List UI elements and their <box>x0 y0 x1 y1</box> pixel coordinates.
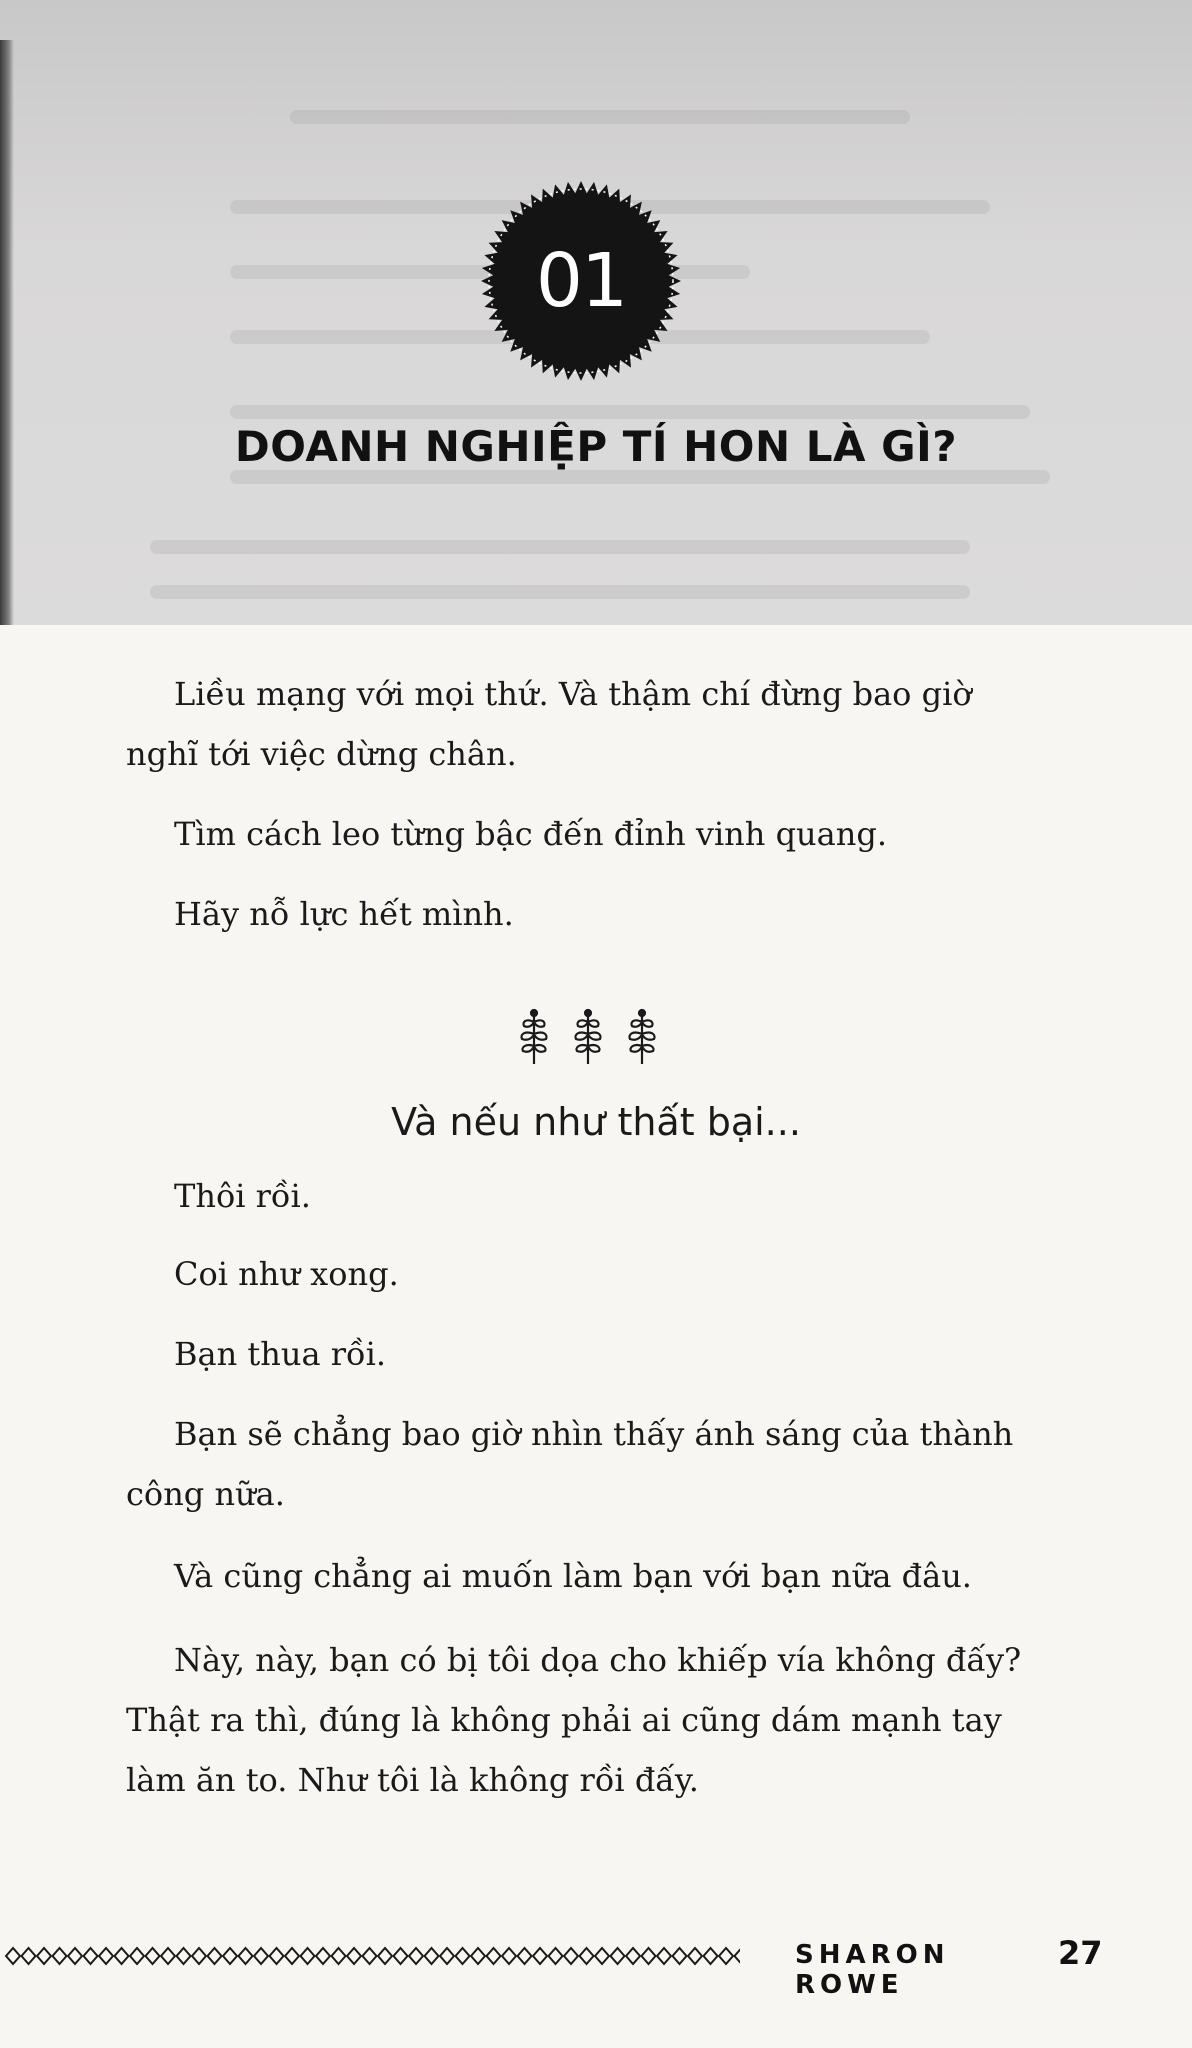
border-diamond <box>84 1948 98 1964</box>
border-diamond <box>192 1948 206 1964</box>
paragraph-5 <box>126 1244 1026 1304</box>
border-diamond <box>518 1948 532 1964</box>
border-diamond <box>456 1948 470 1964</box>
paragraph-9-line-1: Này, này, bạn có bị tôi dọa cho khiếp vía không đấy? <box>174 1641 1022 1679</box>
border-diamond <box>239 1948 253 1964</box>
border-diamond <box>487 1948 501 1964</box>
leaf-sprig-icon <box>564 1008 612 1068</box>
border-diamond <box>37 1948 51 1964</box>
border-diamond <box>595 1948 609 1964</box>
border-diamond <box>99 1948 113 1964</box>
border-diamond <box>657 1948 671 1964</box>
border-diamond <box>68 1948 82 1964</box>
border-diamond <box>115 1948 129 1964</box>
border-diamond <box>394 1948 408 1964</box>
paragraph-6-text: Bạn thua rồi. <box>174 1335 386 1373</box>
border-diamond <box>347 1948 361 1964</box>
paragraph-8-text: Và cũng chẳng ai muốn làm bạn với bạn nữa đâu. <box>174 1557 972 1595</box>
paragraph-7-line-1: Bạn sẽ chẳng bao giờ nhìn thấy ánh sáng của thành <box>174 1415 1014 1453</box>
chapter-badge <box>476 176 686 386</box>
border-diamond <box>688 1948 702 1964</box>
border-diamond <box>6 1948 20 1964</box>
border-diamond <box>130 1948 144 1964</box>
paragraph-9 <box>126 1630 1026 1810</box>
paragraph-6 <box>126 1324 1026 1384</box>
border-diamond <box>564 1948 578 1964</box>
border-diamond <box>533 1948 547 1964</box>
border-diamond <box>161 1948 175 1964</box>
paragraph-1 <box>126 664 1026 784</box>
border-diamond <box>378 1948 392 1964</box>
paragraph-4 <box>126 1166 1026 1226</box>
border-diamond <box>53 1948 67 1964</box>
border-diamond <box>471 1948 485 1964</box>
border-diamond <box>146 1948 160 1964</box>
paragraph-1-line-2: nghĩ tới việc dừng chân. <box>126 735 517 773</box>
paragraph-1-line-1: Liều mạng với mọi thứ. Và thậm chí đừng bao giờ <box>174 675 972 713</box>
border-diamond <box>704 1948 718 1964</box>
border-diamond <box>549 1948 563 1964</box>
paragraph-2 <box>126 804 1026 864</box>
border-diamond <box>22 1948 36 1964</box>
paragraph-9-line-2: Thật ra thì, đúng là không phải ai cũng dám mạnh tay <box>126 1701 1002 1739</box>
border-diamond <box>425 1948 439 1964</box>
diamond-chain-border-icon <box>0 1944 740 1968</box>
border-diamond <box>611 1948 625 1964</box>
border-diamond <box>208 1948 222 1964</box>
paragraph-7-line-2: công nữa. <box>126 1475 285 1513</box>
paragraph-2-text: Tìm cách leo từng bậc đến đỉnh vinh quang. <box>174 815 887 853</box>
page-number: 27 <box>1058 1934 1103 1972</box>
leaf-sprig-icon <box>510 1008 558 1068</box>
chapter-number: 01 <box>535 238 627 324</box>
border-diamond <box>673 1948 687 1964</box>
border-diamond <box>285 1948 299 1964</box>
border-diamond <box>316 1948 330 1964</box>
chapter-title: DOANH NGHIỆP TÍ HON LÀ GÌ? <box>234 422 958 471</box>
running-footer-author: SHARON ROWE <box>795 1940 950 2000</box>
border-diamond <box>301 1948 315 1964</box>
border-diamond <box>177 1948 191 1964</box>
border-diamond <box>502 1948 516 1964</box>
paragraph-9-line-3: làm ăn to. Như tôi là không rồi đấy. <box>126 1761 699 1799</box>
border-diamond <box>440 1948 454 1964</box>
paragraph-4-text: Thôi rồi. <box>174 1177 311 1215</box>
border-diamond <box>735 1948 741 1964</box>
border-diamond <box>363 1948 377 1964</box>
border-diamond <box>409 1948 423 1964</box>
section-ornament <box>510 1008 670 1068</box>
paragraph-7 <box>126 1404 1026 1524</box>
border-diamond <box>642 1948 656 1964</box>
page-edge-shadow <box>0 40 14 625</box>
paragraph-8 <box>126 1546 1026 1606</box>
paragraph-5-text: Coi như xong. <box>174 1255 399 1293</box>
border-diamond <box>580 1948 594 1964</box>
border-diamond <box>254 1948 268 1964</box>
border-diamond <box>270 1948 284 1964</box>
leaf-sprig-icon <box>618 1008 666 1068</box>
paragraph-3 <box>126 884 1026 944</box>
border-diamond <box>626 1948 640 1964</box>
border-diamond <box>719 1948 733 1964</box>
border-diamond <box>332 1948 346 1964</box>
paragraph-3-text: Hãy nỗ lực hết mình. <box>174 895 514 933</box>
section-subheading: Và nếu như thất bại... <box>391 1100 801 1144</box>
border-diamond <box>223 1948 237 1964</box>
